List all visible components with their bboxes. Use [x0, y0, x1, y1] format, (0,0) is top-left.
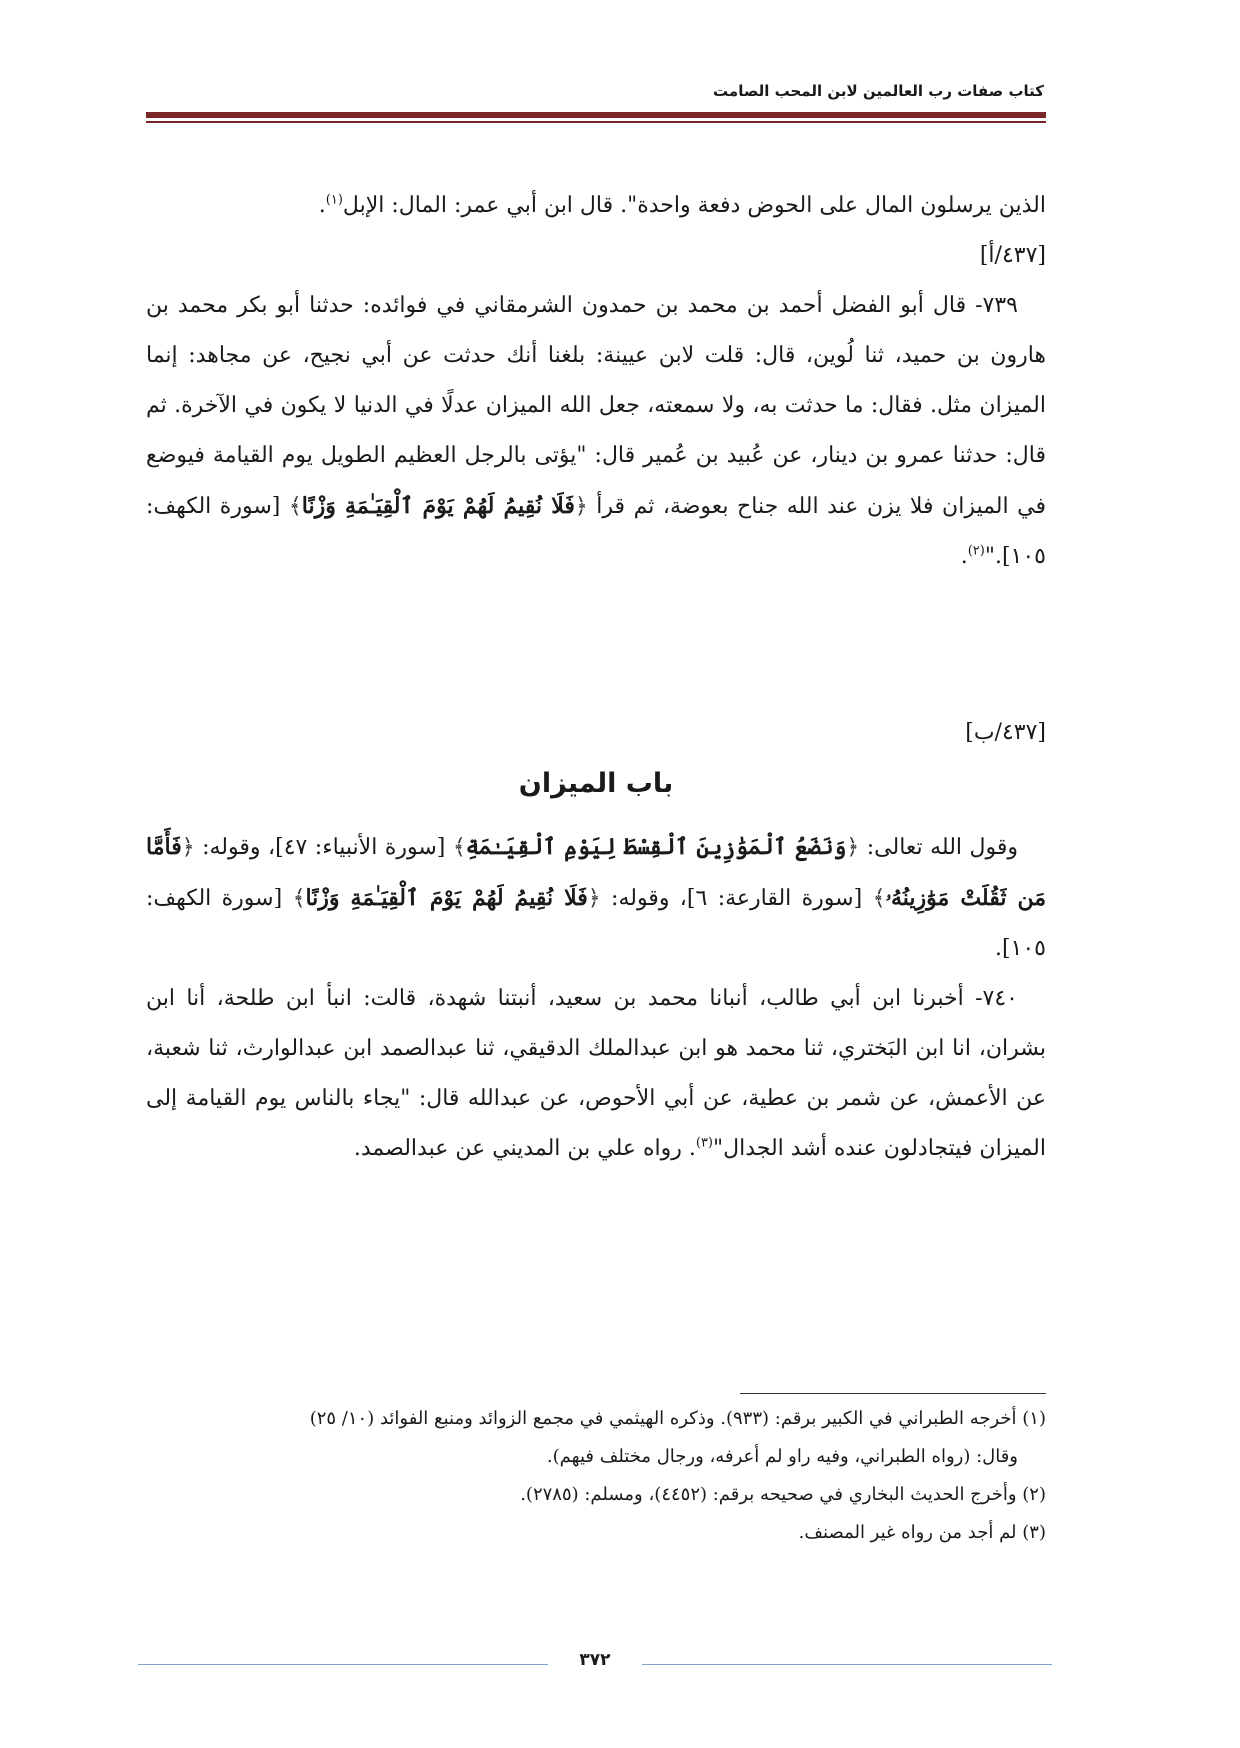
footnote-separator	[740, 1393, 1046, 1394]
header-rule-thin	[146, 121, 1046, 123]
footnote-1: (١) أخرجه الطبراني في الكبير برقم: (٩٣٣). وذكره الهيثمي في مجمع الزوائد ومنبع الفوائد (١٠/ ٢٥)	[309, 1408, 1046, 1429]
hadith-740	[146, 974, 1046, 1174]
running-header-title: كتاب صفات رب العالمين لابن المحب الصامت	[713, 82, 1044, 100]
chapter-intro	[146, 822, 1046, 974]
footnote-marker-2: (٢)	[967, 543, 985, 559]
reference-kahf: [سورة الكهف: ١٠٥].	[146, 886, 1046, 961]
folio-marker-b: [٤٣٧/ب]	[965, 720, 1046, 745]
hadith-739-text: ٧٣٩- قال أبو الفضل أحمد بن محمد بن حمدون الشرمقاني في فوائده: حدثنا أبو بكر محمد بن هارون بن حميد، ثنا لُوين، قال: قلت لابن عيينة: بلغنا أنك حدثت عن أبي نجيح، عن مجاهد: إنما الميزان مثل. فقال: ما حدثت به، ولا سمعته، جعل الله الميزان عدلًا في الدنيا لا يكون في الآخرة. ثم قال: حدثنا عمرو بن دينار، عن عُبيد بن عُمير قال: "يؤتى بالرجل العظيم الطويل يوم القيامة فيوضع في الميزان فلا يزن عند الله جناح بعوضة، ثم قرأ	[146, 293, 1046, 519]
quran-open-ornament: ﴿	[181, 835, 195, 860]
chapter-heading: باب الميزان	[518, 768, 674, 799]
reference-qariah: [سورة القارعة: ٦]، وقوله:	[611, 886, 863, 911]
paragraph-continuation	[146, 181, 1046, 231]
chapter-intro-lead: وقول الله تعالى:	[866, 835, 1019, 860]
footer-rule-left	[138, 1664, 548, 1665]
page-number: ٣٧٢	[579, 1650, 611, 1670]
footnote-3: (٣) لم أجد من رواه غير المصنف.	[798, 1522, 1046, 1543]
footnotes	[146, 1400, 1046, 1552]
quran-close-ornament: ﴾	[292, 886, 306, 911]
hadith-740-text: ٧٤٠- أخبرنا ابن أبي طالب، أنبانا محمد بن سعيد، أنبتنا شهدة، قالت: انبأ ابن طلحة، أنا ابن بشران، انا ابن البَختري، ثنا محمد هو ابن عبدالملك الدقيقي، ثنا عبدالصمد ابن عبدالوارث، ثنا شعبة، عن الأعمش، عن شمر بن عطية، عن أبي الأحوص، عن عبدالله قال: "يجاء بالناس يوم القيامة إلى الميزان فيتجادلون عنده أشد الجدال"	[146, 986, 1046, 1161]
hadith-739	[146, 281, 1046, 582]
footer-rule-right	[642, 1664, 1052, 1665]
footnote-2: (٢) وأخرج الحديث البخاري في صحيحه برقم: (٤٤٥٢)، ومسلم: (٢٧٨٥).	[520, 1484, 1046, 1505]
quran-verse-anbiya-47: وَنَضَعُ ٱلْمَوَٰزِينَ ٱلْقِسْطَ لِيَوْمِ ٱلْقِيَـٰمَةِ	[465, 834, 847, 860]
body-block-top	[146, 181, 1046, 582]
quran-verse-kahf-105: فَلَا نُقِيمُ لَهُمْ يَوْمَ ٱلْقِيَـٰمَةِ وَزْنًا	[305, 885, 588, 911]
quran-open-ornament: ﴿	[587, 886, 601, 911]
quran-close-ornament: ﴾	[452, 835, 466, 860]
quran-verse-qariah-6: فَأَمَّا مَن ثَقُلَتْ مَوَٰزِينُهُۥ	[146, 834, 1047, 911]
header-rule-thick	[146, 112, 1046, 118]
quran-close-ornament: ﴾	[288, 494, 302, 519]
quran-close-ornament: ﴾	[872, 886, 886, 911]
quran-open-ornament: ﴿	[574, 494, 588, 519]
reference-anbiya: [سورة الأنبياء: ٤٧]، وقوله:	[202, 835, 446, 860]
folio-block	[146, 708, 1046, 758]
quran-open-ornament: ﴿	[846, 835, 860, 860]
continuation-end: .	[318, 193, 326, 218]
hadith-739-end: .	[960, 544, 968, 569]
footnote-1-continued: وقال: (رواه الطبراني، وفيه راو لم أعرفه، ورجال مختلف فيهم).	[546, 1446, 1018, 1467]
footnote-marker-1: (١)	[325, 192, 343, 208]
footnote-marker-3: (٣)	[695, 1135, 713, 1151]
body-block-bottom	[146, 822, 1046, 1174]
hadith-739-reference: [سورة الكهف: ١٠٥]."	[146, 494, 1046, 569]
quran-verse-kahf-105: فَلَا نُقِيمُ لَهُمْ يَوْمَ ٱلْقِيَـٰمَةِ وَزْنًا	[301, 493, 575, 519]
continuation-text: الذين يرسلون المال على الحوض دفعة واحدة". قال ابن أبي عمر: المال: الإبل	[342, 193, 1046, 218]
folio-marker-a: [٤٣٧/أ]	[979, 243, 1046, 268]
hadith-740-end: . رواه علي بن المديني عن عبدالصمد.	[353, 1136, 696, 1161]
